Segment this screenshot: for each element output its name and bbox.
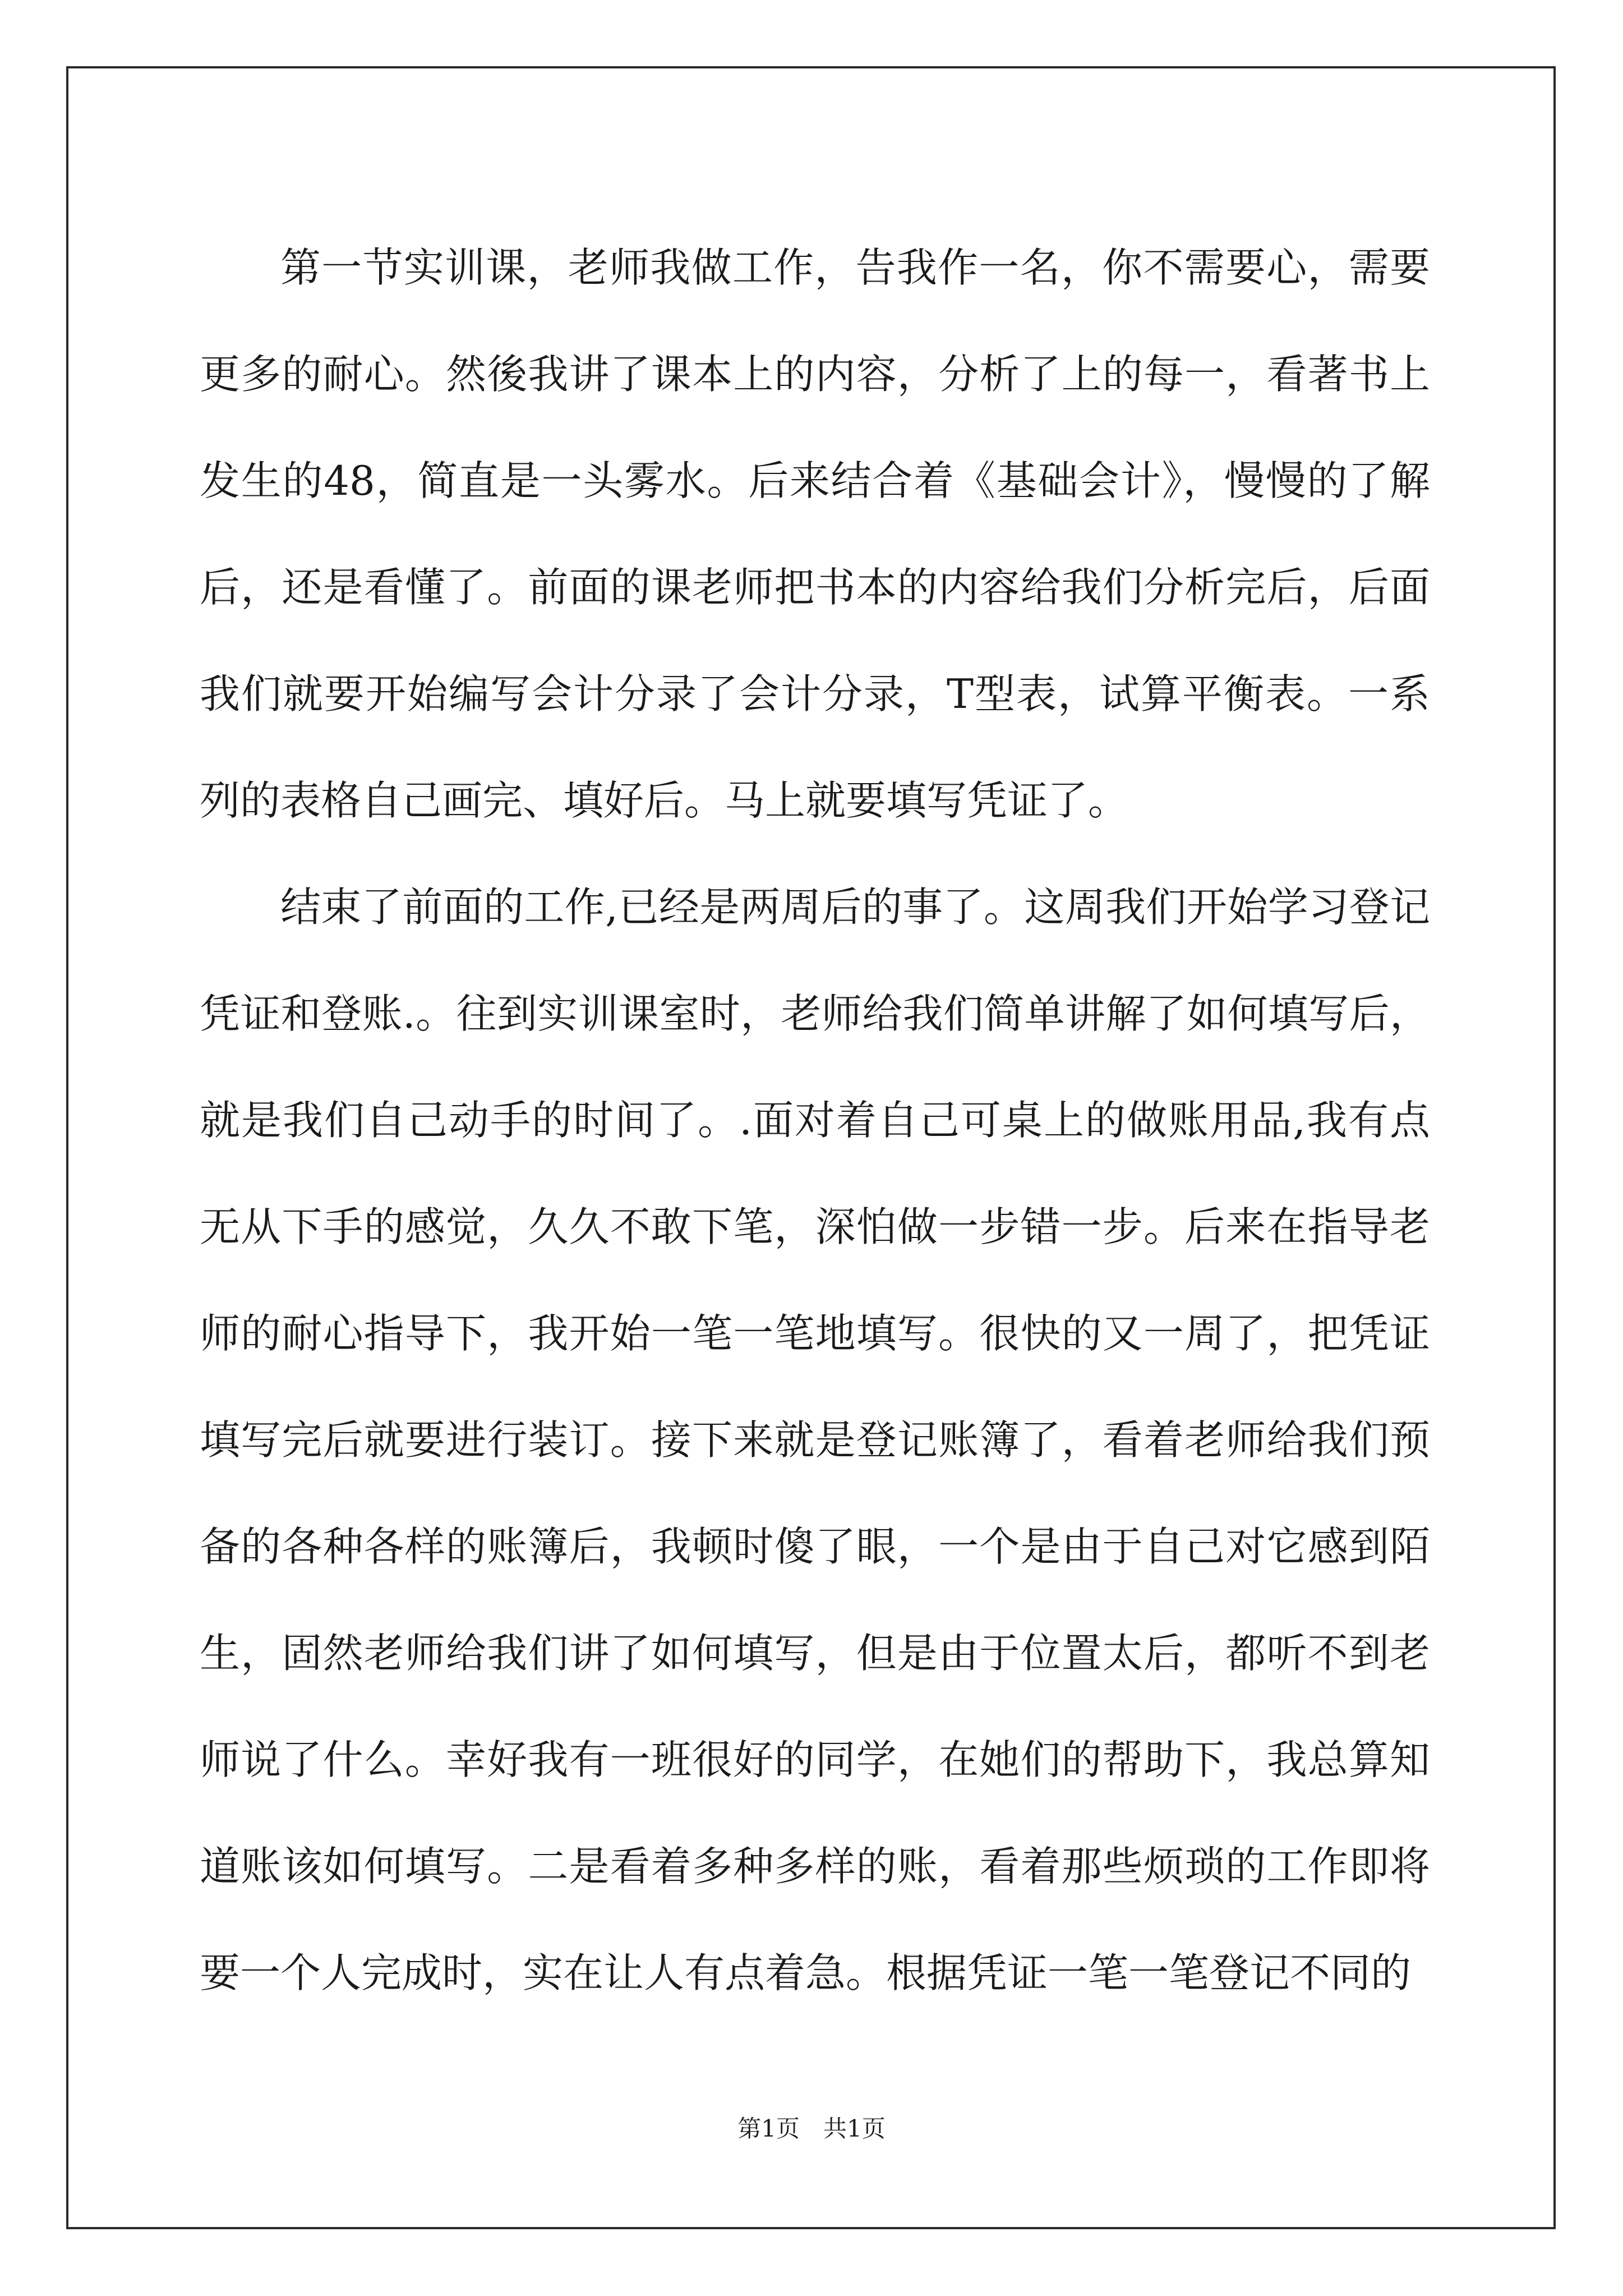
document-body (200, 214, 1430, 2026)
page-number-footer: 第1页 共1页 (737, 2115, 886, 2142)
paragraph-1: 第一节实训课，老师我做工作，告我作一名，你不需要心，需要更多的耐心。然後我讲了课本上的内容，分析了上的每一，看著书上发生的48，简直是一头雾水。后来结合着《基础会计》，慢慢的了解后，还是看懂了。前面的课老师把书本的内容给我们分析完后，后面我们就要开始编写会计分录了会计分录，T型表，试算平衡表。一系列的表格自己画完、填好后。马上就要填写凭证了。 (200, 244, 1430, 824)
paragraph-2: 结束了前面的工作,已经是两周后的事了。这周我们开始学习登记凭证和登账.。往到实训课室时，老师给我们简单讲解了如何填写后，就是我们自己动手的时间了。.面对着自己可桌上的做账用品,我有点无从下手的感觉，久久不敢下笔，深怕做一步错一步。后来在指导老师的耐心指导下，我开始一笔一笔地填写。很快的又一周了，把凭证填写完后就要进行装订。接下来就是登记账簿了，看着老师给我们预备的各种各样的账簿后，我顿时傻了眼，一个是由于自己对它感到陌生，固然老师给我们讲了如何填写，但是由于位置太后，都听不到老师说了什么。幸好我有一班很好的同学，在她们的帮助下，我总算知道账该如何填写。二是看着多种多样的账，看着那些烦琐的工作即将要一个人完成时，实在让人有点着急。根据凭证一笔一笔登记不同的 (200, 884, 1430, 1996)
